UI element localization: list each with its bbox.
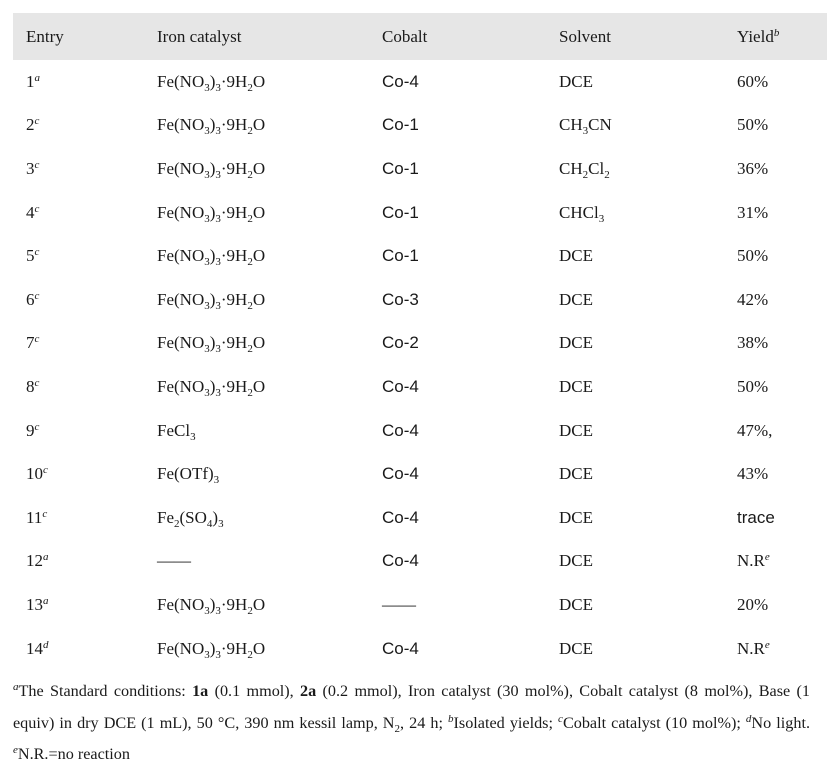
text-segment: (0.2 mmol), Iron catalyst (30 mol%), Cobalt catalyst (8 mol%), Base (1 equiv) in dry DCE (1 mL), 50 °C, 390 nm kessil lamp, N xyxy=(13,682,810,732)
yield-footnote-mark: e xyxy=(764,551,770,564)
subscript: 3 xyxy=(204,212,210,225)
text-segment: ) xyxy=(209,638,216,658)
table-row xyxy=(13,365,827,409)
yield-value: 42% xyxy=(737,289,769,309)
solvent-cell xyxy=(546,234,724,278)
cobalt-cell: Co-1 xyxy=(382,115,419,135)
text-segment: —— xyxy=(157,551,191,571)
text-segment: O xyxy=(252,638,266,658)
subscript: 3 xyxy=(215,299,221,312)
table-row xyxy=(13,234,827,278)
text-segment: Fe(NO xyxy=(157,246,205,266)
solvent-cell xyxy=(546,365,724,409)
text-segment: DCE xyxy=(559,71,593,91)
text-segment: ) xyxy=(209,376,216,396)
text-segment: ) xyxy=(209,71,216,91)
text-segment: DCE xyxy=(559,246,593,266)
text-segment: ·9H xyxy=(220,638,248,658)
text-segment: O xyxy=(252,289,266,309)
cobalt-cell: Co-4 xyxy=(382,376,419,396)
iron-catalyst-cell xyxy=(144,322,369,366)
header-solvent: Solvent xyxy=(559,26,611,46)
yield-cell xyxy=(724,147,827,191)
text-segment: O xyxy=(252,246,266,266)
text-segment: ·9H xyxy=(220,289,248,309)
table-row xyxy=(13,104,827,148)
text-segment: DCE xyxy=(559,289,593,309)
cobalt-cell: Co-4 xyxy=(382,551,419,571)
table-row xyxy=(13,322,827,366)
text-segment: O xyxy=(252,376,266,396)
subscript: 2 xyxy=(394,722,400,735)
entry-number: 1 xyxy=(26,71,35,91)
entry-cell xyxy=(13,191,144,235)
text-segment: Fe(NO xyxy=(157,333,205,353)
text-segment: Isolated yields; xyxy=(453,713,559,732)
text-segment: DCE xyxy=(559,594,593,614)
entry-cell xyxy=(13,540,144,584)
entry-footnote-mark: c xyxy=(34,115,40,128)
text-segment: ·9H xyxy=(220,246,248,266)
subscript: 2 xyxy=(247,299,253,312)
cobalt-cell: Co-2 xyxy=(382,333,419,353)
entry-number: 8 xyxy=(26,376,35,396)
subscript: 3 xyxy=(215,212,221,225)
subscript: 3 xyxy=(204,256,210,269)
yield-cell xyxy=(724,365,827,409)
text-segment: ) xyxy=(209,333,216,353)
text-segment: Cl xyxy=(588,158,605,178)
iron-catalyst-cell xyxy=(144,409,369,453)
entry-cell xyxy=(13,409,144,453)
yield-cell xyxy=(724,278,827,322)
text-segment: No light. xyxy=(751,713,810,732)
cobalt-cell: Co-1 xyxy=(382,246,419,266)
yield-cell xyxy=(724,322,827,366)
text-segment: DCE xyxy=(559,464,593,484)
yield-cell xyxy=(724,104,827,148)
results-table xyxy=(13,13,827,670)
solvent-cell xyxy=(546,540,724,584)
yield-footnote-mark: b xyxy=(773,26,780,39)
text-segment: O xyxy=(252,115,266,135)
yield-footnote-mark: e xyxy=(764,638,770,651)
text-segment: ) xyxy=(209,158,216,178)
iron-catalyst-cell xyxy=(144,234,369,278)
solvent-cell xyxy=(546,409,724,453)
subscript: 3 xyxy=(215,256,221,269)
text-segment: CN xyxy=(588,115,612,135)
subscript: 3 xyxy=(215,648,221,661)
cobalt-cell: —— xyxy=(382,594,416,614)
table-body xyxy=(13,60,827,670)
entry-cell xyxy=(13,496,144,540)
text-segment: CH xyxy=(559,158,583,178)
header-yield: Yield$^b$ xyxy=(737,26,780,46)
subscript: 3 xyxy=(215,343,221,356)
compound-label: 2a xyxy=(300,682,317,700)
solvent-cell xyxy=(546,452,724,496)
subscript: 3 xyxy=(204,386,210,399)
entry-footnote-mark: c xyxy=(34,246,40,259)
text-segment: O xyxy=(252,202,266,222)
entry-footnote-mark: c xyxy=(34,376,40,389)
subscript: 2 xyxy=(247,212,253,225)
entry-number: 9 xyxy=(26,420,35,440)
entry-footnote-mark: d xyxy=(43,638,49,651)
text-segment: CH xyxy=(559,115,583,135)
solvent-cell xyxy=(546,191,724,235)
subscript: 2 xyxy=(247,386,253,399)
text-segment: ·9H xyxy=(220,333,248,353)
yield-cell xyxy=(724,496,827,540)
results-table-container xyxy=(13,13,810,670)
cobalt-cell: Co-4 xyxy=(382,638,419,658)
subscript: 2 xyxy=(247,648,253,661)
text-segment: O xyxy=(252,158,266,178)
text-segment: The Standard conditions: xyxy=(18,682,193,700)
iron-catalyst-cell xyxy=(144,365,369,409)
entry-footnote-mark: c xyxy=(34,158,40,171)
text-segment: ) xyxy=(209,289,216,309)
entry-footnote-mark: a xyxy=(43,551,49,564)
iron-catalyst-cell xyxy=(144,452,369,496)
entry-number: 11 xyxy=(26,507,43,527)
entry-footnote-mark: c xyxy=(34,202,40,215)
solvent-cell xyxy=(546,322,724,366)
yield-value: 47%, xyxy=(737,420,773,440)
text-segment: DCE xyxy=(559,507,593,527)
text-segment: FeCl xyxy=(157,420,191,440)
entry-cell xyxy=(13,278,144,322)
text-segment: ·9H xyxy=(220,71,248,91)
yield-value: 50% xyxy=(737,115,769,135)
entry-number: 5 xyxy=(26,246,35,266)
iron-catalyst-cell xyxy=(144,60,369,104)
entry-footnote-mark: c xyxy=(34,420,40,433)
subscript: 3 xyxy=(204,81,210,94)
entry-number: 12 xyxy=(26,551,43,571)
text-segment: Fe(NO xyxy=(157,376,205,396)
yield-cell xyxy=(724,409,827,453)
table-row xyxy=(13,147,827,191)
cobalt-cell: Co-4 xyxy=(382,464,419,484)
subscript: 3 xyxy=(204,343,210,356)
yield-value: 36% xyxy=(737,158,769,178)
entry-number: 6 xyxy=(26,289,35,309)
text-segment: DCE xyxy=(559,333,593,353)
footnote-mark: c xyxy=(558,712,563,725)
iron-catalyst-cell xyxy=(144,496,369,540)
yield-value: 20% xyxy=(737,594,769,614)
subscript: 2 xyxy=(582,168,589,181)
solvent-cell xyxy=(546,583,724,627)
entry-number: 7 xyxy=(26,333,35,353)
cobalt-cell: Co-3 xyxy=(382,289,419,309)
table-row xyxy=(13,583,827,627)
text-segment: ) xyxy=(209,115,216,135)
subscript: 3 xyxy=(218,517,224,530)
text-segment: (0.1 mmol), xyxy=(208,682,301,700)
entry-cell xyxy=(13,583,144,627)
entry-footnote-mark: a xyxy=(34,71,40,84)
text-segment: Fe(NO xyxy=(157,71,205,91)
subscript: 3 xyxy=(598,212,605,225)
entry-number: 4 xyxy=(26,202,35,222)
text-segment: Fe(NO xyxy=(157,638,205,658)
subscript: 3 xyxy=(204,604,210,617)
text-segment: Fe xyxy=(157,507,174,527)
entry-cell xyxy=(13,627,144,671)
subscript: 2 xyxy=(247,256,253,269)
table-row xyxy=(13,60,827,104)
iron-catalyst-cell xyxy=(144,583,369,627)
yield-value: 50% xyxy=(737,376,769,396)
yield-value: 38% xyxy=(737,333,769,353)
yield-value: 43% xyxy=(737,464,769,484)
entry-cell xyxy=(13,60,144,104)
footnote-mark: a xyxy=(13,681,19,693)
compound-label: 1a xyxy=(192,682,209,700)
subscript: 2 xyxy=(604,168,610,181)
text-segment: Fe(NO xyxy=(157,202,205,222)
entry-footnote-mark: a xyxy=(43,594,49,607)
subscript: 3 xyxy=(582,125,589,138)
header-cobalt: Cobalt xyxy=(382,26,428,46)
entry-footnote-mark: c xyxy=(42,507,48,520)
subscript: 2 xyxy=(247,604,253,617)
table-row xyxy=(13,540,827,584)
solvent-cell xyxy=(546,278,724,322)
text-segment: N.R.=no reaction xyxy=(17,745,130,763)
footnote xyxy=(13,676,810,771)
solvent-cell xyxy=(546,147,724,191)
yield-value: N.R xyxy=(737,638,765,658)
subscript: 3 xyxy=(204,168,210,181)
entry-cell xyxy=(13,365,144,409)
yield-cell xyxy=(724,234,827,278)
entry-cell xyxy=(13,104,144,148)
text-segment: O xyxy=(252,71,266,91)
table-header xyxy=(13,13,827,60)
yield-cell xyxy=(724,452,827,496)
entry-number: 10 xyxy=(26,464,43,484)
table-row xyxy=(13,278,827,322)
subscript: 3 xyxy=(215,81,221,94)
iron-catalyst-cell xyxy=(144,627,369,671)
text-segment: Fe(NO xyxy=(157,115,205,135)
table-row xyxy=(13,496,827,540)
footnote-mark: e xyxy=(13,744,18,756)
entry-footnote-mark: c xyxy=(34,289,40,302)
iron-catalyst-cell xyxy=(144,191,369,235)
yield-value: N.R xyxy=(737,551,765,571)
footnote-mark: b xyxy=(448,712,454,725)
table-row xyxy=(13,627,827,671)
subscript: 3 xyxy=(213,474,220,487)
text-segment: (SO xyxy=(179,507,207,527)
text-segment: CHCl xyxy=(559,202,599,222)
yield-value: 31% xyxy=(737,202,769,222)
entry-cell xyxy=(13,234,144,278)
text-segment: ·9H xyxy=(220,594,248,614)
text-segment: O xyxy=(252,594,266,614)
entry-cell xyxy=(13,147,144,191)
cobalt-cell: Co-4 xyxy=(382,71,419,91)
header-entry: Entry xyxy=(26,26,64,46)
yield-value: 50% xyxy=(737,246,769,266)
subscript: 3 xyxy=(204,648,210,661)
table-row xyxy=(13,452,827,496)
iron-catalyst-cell xyxy=(144,278,369,322)
entry-cell xyxy=(13,322,144,366)
text-segment: ·9H xyxy=(220,376,248,396)
yield-cell xyxy=(724,583,827,627)
text-segment: ) xyxy=(209,246,216,266)
entry-number: 2 xyxy=(26,115,35,135)
text-segment: O xyxy=(252,333,266,353)
solvent-cell xyxy=(546,496,724,540)
entry-number: 3 xyxy=(26,158,35,178)
yield-cell xyxy=(724,627,827,671)
subscript: 2 xyxy=(174,517,180,530)
text-segment: DCE xyxy=(559,420,593,440)
subscript: 3 xyxy=(215,386,221,399)
text-segment: ) xyxy=(212,507,219,527)
text-segment: ·9H xyxy=(220,202,248,222)
subscript: 3 xyxy=(204,299,210,312)
table-row xyxy=(13,409,827,453)
iron-catalyst-cell xyxy=(144,147,369,191)
cobalt-cell: Co-1 xyxy=(382,202,419,222)
text-segment: DCE xyxy=(559,376,593,396)
entry-number: 13 xyxy=(26,594,43,614)
cobalt-cell: Co-4 xyxy=(382,420,419,440)
solvent-cell xyxy=(546,627,724,671)
subscript: 3 xyxy=(215,125,221,138)
subscript: 2 xyxy=(247,343,253,356)
yield-cell xyxy=(724,60,827,104)
footnote-mark: d xyxy=(745,712,752,725)
cobalt-cell: Co-1 xyxy=(382,158,419,178)
subscript: 4 xyxy=(206,517,213,530)
subscript: 3 xyxy=(204,125,210,138)
text-segment: Fe(NO xyxy=(157,594,205,614)
subscript: 2 xyxy=(247,81,253,94)
subscript: 3 xyxy=(215,168,221,181)
text-segment: Fe(NO xyxy=(157,158,205,178)
entry-footnote-mark: c xyxy=(34,333,40,346)
table-row xyxy=(13,191,827,235)
solvent-cell xyxy=(546,60,724,104)
yield-value: 60% xyxy=(737,71,769,91)
subscript: 2 xyxy=(247,125,253,138)
text-segment: Cobalt catalyst (10 mol%); xyxy=(562,713,746,732)
text-segment: , 24 h; xyxy=(400,713,449,732)
iron-catalyst-cell xyxy=(144,104,369,148)
text-segment: DCE xyxy=(559,551,593,571)
text-segment: Fe(NO xyxy=(157,289,205,309)
header-row xyxy=(13,13,827,60)
entry-footnote-mark: c xyxy=(43,464,48,477)
yield-value: trace xyxy=(737,507,775,527)
header-iron-catalyst: Iron catalyst xyxy=(157,26,242,46)
text-segment: ) xyxy=(209,594,216,614)
yield-cell xyxy=(724,191,827,235)
text-segment: ·9H xyxy=(220,158,248,178)
iron-catalyst-cell xyxy=(144,540,369,584)
text-segment: DCE xyxy=(559,638,593,658)
text-segment: Fe(OTf) xyxy=(157,464,214,484)
text-segment: ·9H xyxy=(220,115,248,135)
yield-cell xyxy=(724,540,827,584)
cobalt-cell: Co-4 xyxy=(382,507,419,527)
entry-number: 14 xyxy=(26,638,43,658)
solvent-cell xyxy=(546,104,724,148)
entry-cell xyxy=(13,452,144,496)
text-segment: ) xyxy=(209,202,216,222)
subscript: 3 xyxy=(215,604,221,617)
subscript: 2 xyxy=(247,168,253,181)
subscript: 3 xyxy=(190,430,196,443)
